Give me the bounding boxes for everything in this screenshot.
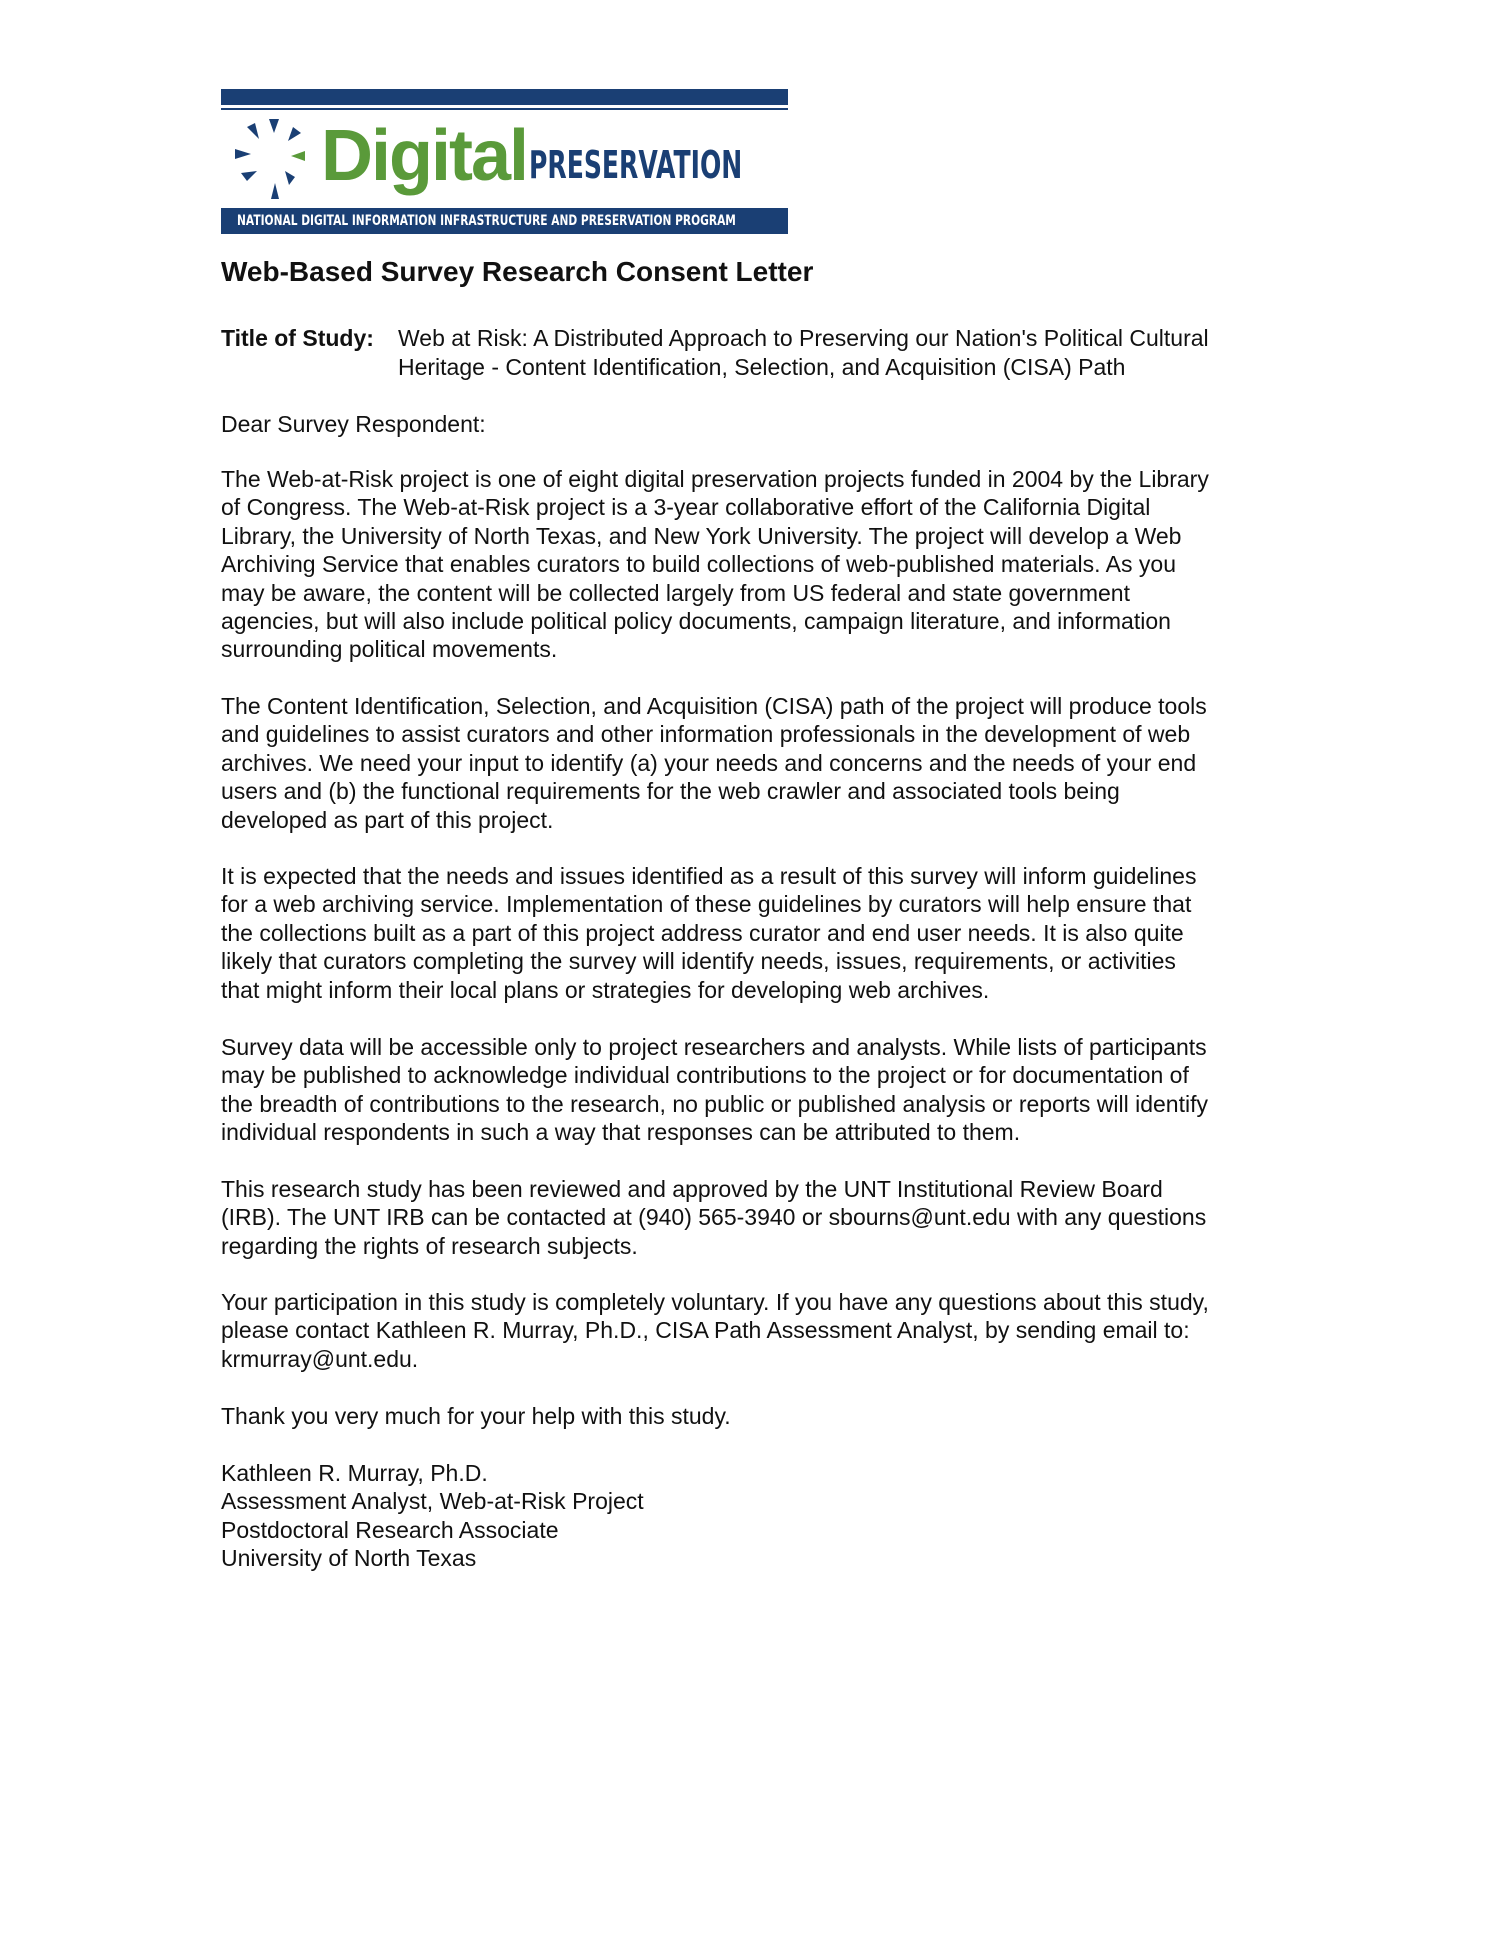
salutation-text: Dear Survey Respondent: <box>221 411 486 437</box>
paragraph-line: the collections built as a part of this project address curator and end user needs. It is also quite <box>221 919 1184 946</box>
signature-title: Assessment Analyst, Web-at-Risk Project <box>221 1488 644 1515</box>
paragraph-line: This research study has been reviewed and approved by the UNT Institutional Review Board <box>221 1176 1163 1202</box>
signature-institution: University of North Texas <box>221 1545 477 1572</box>
logo-top-bar <box>221 89 788 105</box>
paragraph-line: Library, the University of North Texas, and New York University. The project will develop a Web <box>221 522 1182 549</box>
paragraph-line: for a web archiving service. Implementation of these guidelines by curators will help ensure that <box>221 891 1192 918</box>
paragraph-line: and guidelines to assist curators and other information professionals in the development of web <box>221 721 1191 748</box>
paragraph-line: individual respondents in such a way that responses can be attributed to them. <box>221 1119 1021 1146</box>
paragraph-line: Archiving Service that enables curators to build collections of web-published materials. As you <box>221 551 1176 578</box>
signature-block <box>221 1459 1301 1573</box>
paragraph-line: likely that curators completing the survey will identify needs, issues, requirements, or activities <box>221 948 1176 975</box>
logo-program-name: NATIONAL DIGITAL INFORMATION INFRASTRUCTURE AND PRESERVATION PROGRAM <box>237 213 736 229</box>
paragraph-line: krmurray@unt.edu. <box>221 1345 419 1372</box>
paragraph-project-overview <box>221 465 1301 664</box>
paragraph-line: It is expected that the needs and issues identified as a result of this survey will inform guidelines <box>221 863 1197 889</box>
paragraph-line: may be published to acknowledge individual contributions to the project or for documentation of <box>221 1062 1189 1089</box>
starburst-logo-icon <box>235 119 313 199</box>
paragraph-line: The Content Identification, Selection, and Acquisition (CISA) path of the project will produce tools <box>221 693 1207 719</box>
letter-heading: Web-Based Survey Research Consent Letter <box>221 256 814 287</box>
paragraph-line: regarding the rights of research subjects. <box>221 1232 638 1259</box>
salutation <box>221 410 1301 438</box>
paragraph-line: Your participation in this study is completely voluntary. If you have any questions about this study, <box>221 1289 1209 1315</box>
paragraph-irb-approval <box>221 1175 1301 1260</box>
paragraph-line: that might inform their local plans or strategies for developing web archives. <box>221 976 990 1003</box>
paragraph-line: please contact Kathleen R. Murray, Ph.D., CISA Path Assessment Analyst, by sending email to: <box>221 1317 1190 1344</box>
paragraph-line: Survey data will be accessible only to project researchers and analysts. While lists of participants <box>221 1034 1207 1060</box>
paragraph-thank-you <box>221 1402 1301 1430</box>
digital-preservation-logo <box>221 89 788 234</box>
logo-wordmark-preservation: PRESERVATION <box>529 143 743 187</box>
study-title-value <box>398 324 1298 381</box>
paragraph-line: users and (b) the functional requirements for the web crawler and associated tools being <box>221 778 1120 805</box>
paragraph-line: the breadth of contributions to the research, no public or published analysis or reports will identify <box>221 1090 1208 1117</box>
logo-bottom-bar <box>221 208 788 234</box>
paragraph-line: archives. We need your input to identify (a) your needs and concerns and the needs of your end <box>221 749 1197 776</box>
study-title-label: Title of Study: <box>221 325 374 351</box>
paragraph-line: of Congress. The Web-at-Risk project is a 3-year collaborative effort of the California Digital <box>221 494 1151 521</box>
study-title-line: Heritage - Content Identification, Selection, and Acquisition (CISA) Path <box>398 353 1126 380</box>
paragraph-line: developed as part of this project. <box>221 806 554 833</box>
paragraph-line: (IRB). The UNT IRB can be contacted at (940) 565-3940 or sbourns@unt.edu with any questions <box>221 1204 1207 1231</box>
paragraph-line: Thank you very much for your help with this study. <box>221 1403 731 1429</box>
paragraph-line: surrounding political movements. <box>221 636 558 663</box>
signature-name: Kathleen R. Murray, Ph.D. <box>221 1460 488 1486</box>
paragraph-line: The Web-at-Risk project is one of eight digital preservation projects funded in 2004 by the Library <box>221 466 1209 492</box>
paragraph-voluntary-participation <box>221 1288 1301 1373</box>
study-title-line: Web at Risk: A Distributed Approach to Preserving our Nation's Political Cultural <box>398 325 1209 351</box>
signature-position: Postdoctoral Research Associate <box>221 1516 559 1543</box>
paragraph-line: agencies, but will also include political policy documents, campaign literature, and information <box>221 608 1171 635</box>
paragraph-cisa-path <box>221 692 1301 834</box>
paragraph-expected-outcomes <box>221 862 1301 1004</box>
paragraph-data-privacy <box>221 1033 1301 1147</box>
paragraph-line: may be aware, the content will be collected largely from US federal and state government <box>221 579 1130 606</box>
logo-top-bar-thin <box>221 108 788 110</box>
logo-wordmark-digital: Digital <box>321 116 528 196</box>
